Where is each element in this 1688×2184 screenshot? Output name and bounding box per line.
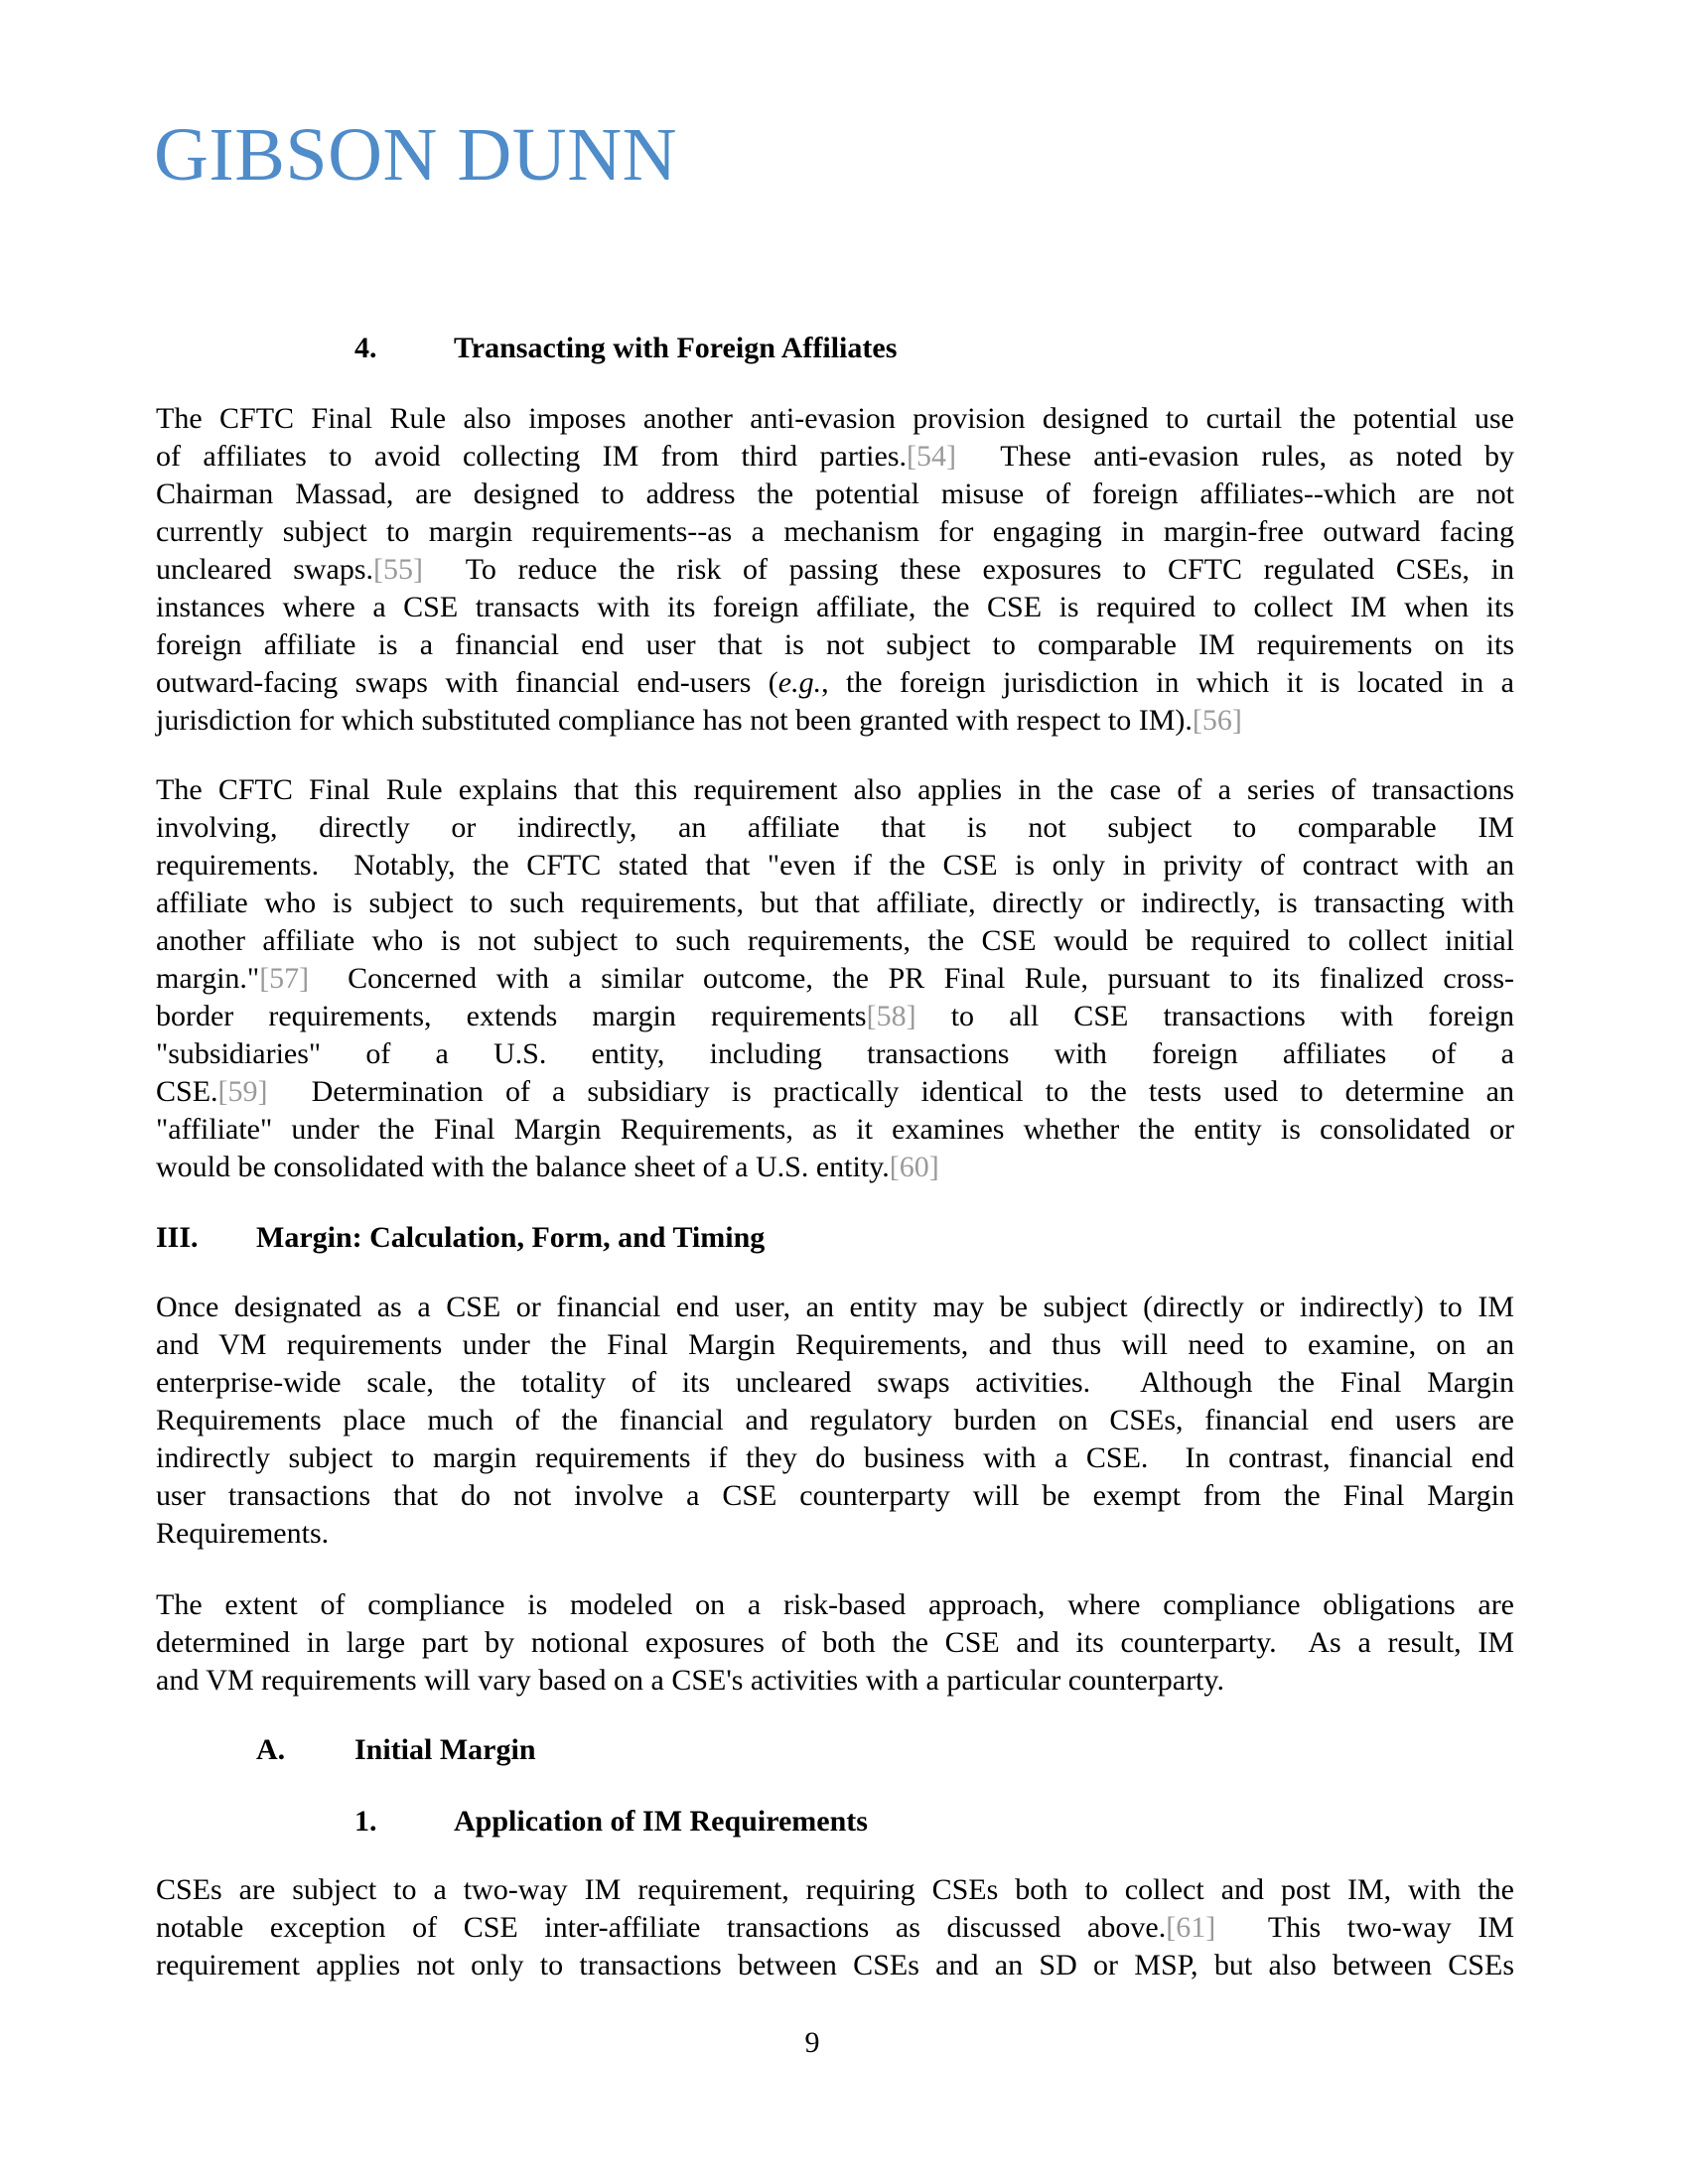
text-run: The CFTC Final Rule also imposes another anti-evasion provision designed to curtail the potential use [156, 402, 1514, 435]
text-run: "affiliate" under the Final Margin Requirements, as it examines whether the entity is consolidated or [156, 1113, 1514, 1146]
text-line [156, 847, 1514, 885]
footnote-link[interactable]: [60] [889, 1151, 939, 1183]
text-run: affiliate who is subject to such requirements, but that affiliate, directly or indirectly, is transacting with [156, 887, 1514, 919]
text-line [156, 589, 1514, 626]
text-line [156, 1586, 1514, 1624]
text-run: This two-way IM [1215, 1911, 1515, 1944]
text-run: To reduce the risk of passing these exposures to CFTC regulated CSEs, in [423, 553, 1514, 586]
text-run: and VM requirements will vary based on a CSE's activities with a particular counterparty. [156, 1664, 1224, 1697]
text-run: and VM requirements under the Final Margin Requirements, and thus will need to examine, on an [156, 1328, 1514, 1361]
text-run: Determination of a subsidiary is practically identical to the tests used to determine an [267, 1075, 1514, 1108]
text-line [156, 1111, 1514, 1149]
heading-number: A. [256, 1733, 286, 1766]
text-line [156, 626, 1514, 664]
section-heading-4 [354, 330, 898, 367]
text-line [156, 998, 1514, 1035]
text-line [156, 1402, 1514, 1439]
gibson-dunn-logo: GIBSON DUNN [154, 113, 677, 197]
text-run: border requirements, extends margin requirements [156, 1000, 867, 1032]
text-run: Chairman Massad, are designed to address the potential misuse of foreign affiliates--which are not [156, 478, 1514, 510]
text-line [156, 1947, 1514, 1984]
text-run: uncleared swaps. [156, 553, 374, 586]
heading-title: Transacting with Foreign Affiliates [454, 332, 898, 364]
text-line [156, 400, 1514, 438]
text-line [156, 885, 1514, 922]
heading-number: III. [156, 1221, 199, 1254]
text-run: would be consolidated with the balance sheet of a U.S. entity. [156, 1151, 890, 1183]
text-line [156, 1909, 1514, 1947]
paragraph-series-of-transactions [156, 771, 1514, 1186]
footnote-link[interactable]: [54] [907, 440, 956, 473]
text-run: another affiliate who is not subject to such requirements, the CSE would be required to collect initial [156, 924, 1514, 957]
paragraph-designation [156, 1289, 1514, 1553]
text-run: of affiliates to avoid collecting IM from third parties. [156, 440, 908, 473]
text-line [156, 809, 1514, 847]
text-run: CSEs are subject to a two-way IM requirement, requiring CSEs both to collect and post IM, with the [156, 1873, 1514, 1906]
paragraph-two-way-im [156, 1871, 1514, 1984]
footnote-link[interactable]: [61] [1166, 1911, 1216, 1944]
heading-number: 4. [354, 332, 377, 364]
text-run: These anti-evasion rules, as noted by [956, 440, 1514, 473]
paragraph-foreign-affiliates [156, 400, 1514, 740]
text-line [156, 1624, 1514, 1662]
text-run: involving, directly or indirectly, an affiliate that is not subject to comparable IM [156, 811, 1514, 844]
text-run: indirectly subject to margin requirements if they do business with a CSE. In contrast, financial end [156, 1441, 1514, 1474]
text-line [156, 771, 1514, 809]
text-line [156, 960, 1514, 998]
heading-title: Margin: Calculation, Form, and Timing [256, 1221, 766, 1254]
text-run: requirements. Notably, the CFTC stated that "even if the CSE is only in privity of contract with an [156, 849, 1514, 882]
paragraph-compliance-extent [156, 1586, 1514, 1700]
text-line [156, 1035, 1514, 1073]
text-run: margin." [156, 962, 260, 995]
section-heading-iii [156, 1219, 766, 1257]
text-line [156, 1149, 1514, 1186]
heading-title: Application of IM Requirements [454, 1805, 868, 1838]
footnote-link[interactable]: [56] [1192, 704, 1242, 737]
page-number: 9 [804, 2026, 820, 2059]
text-line [156, 1364, 1514, 1402]
text-line [156, 664, 1514, 702]
footnote-link[interactable]: [55] [373, 553, 424, 586]
text-line [156, 1073, 1514, 1111]
text-run: requirement applies not only to transactions between CSEs and an SD or MSP, but also between CSEs [156, 1949, 1514, 1981]
text-line [156, 1515, 1514, 1553]
text-run: The CFTC Final Rule explains that this requirement also applies in the case of a series of transactions [156, 773, 1514, 806]
text-line [156, 922, 1514, 960]
text-run: Requirements. [156, 1517, 330, 1550]
text-run: determined in large part by notional exposures of both the CSE and its counterparty. As a result, IM [156, 1626, 1514, 1659]
text-run: Once designated as a CSE or financial end user, an entity may be subject (directly or indirectly) to IM [156, 1291, 1514, 1323]
text-line [156, 1477, 1514, 1515]
text-run: notable exception of CSE inter-affiliate transactions as discussed above. [156, 1911, 1167, 1944]
text-line [156, 551, 1514, 589]
text-line [156, 513, 1514, 551]
text-line [156, 1662, 1514, 1700]
text-run: currently subject to margin requirements--as a mechanism for engaging in margin-free outward facing [156, 515, 1514, 548]
text-line [156, 438, 1514, 476]
heading-title: Initial Margin [354, 1733, 536, 1766]
italic-text: e.g. [777, 666, 822, 699]
text-run: foreign affiliate is a financial end user that is not subject to comparable IM requirements on its [156, 628, 1514, 661]
text-run: "subsidiaries" of a U.S. entity, including transactions with foreign affiliates of a [156, 1037, 1514, 1070]
footnote-link[interactable]: [59] [217, 1075, 268, 1108]
text-run: enterprise-wide scale, the totality of its uncleared swaps activities. Although the Final Margin [156, 1366, 1514, 1399]
footnote-link[interactable]: [58] [866, 1000, 916, 1032]
text-line [156, 476, 1514, 513]
text-line [156, 1289, 1514, 1326]
text-run: , the foreign jurisdiction in which it is located in a [821, 666, 1514, 699]
text-run: user transactions that do not involve a CSE counterparty will be exempt from the Final Margin [156, 1479, 1514, 1512]
heading-number: 1. [354, 1805, 377, 1838]
text-run: CSE. [156, 1075, 218, 1108]
text-run: outward-facing swaps with financial end-users ( [156, 666, 778, 699]
text-line [156, 1326, 1514, 1364]
text-run: jurisdiction for which substituted compliance has not been granted with respect to IM). [156, 704, 1193, 737]
text-run: Requirements place much of the financial and regulatory burden on CSEs, financial end users are [156, 1404, 1514, 1436]
text-line [156, 702, 1514, 740]
text-run: to all CSE transactions with foreign [915, 1000, 1514, 1032]
section-heading-1 [354, 1803, 868, 1841]
text-line [156, 1439, 1514, 1477]
text-run: Concerned with a similar outcome, the PR Final Rule, pursuant to its finalized cross- [309, 962, 1514, 995]
section-heading-a [256, 1731, 536, 1769]
text-line [156, 1871, 1514, 1909]
footnote-link[interactable]: [57] [259, 962, 310, 995]
text-run: instances where a CSE transacts with its foreign affiliate, the CSE is required to collect IM when its [156, 591, 1514, 623]
text-run: The extent of compliance is modeled on a risk-based approach, where compliance obligations are [156, 1588, 1514, 1621]
